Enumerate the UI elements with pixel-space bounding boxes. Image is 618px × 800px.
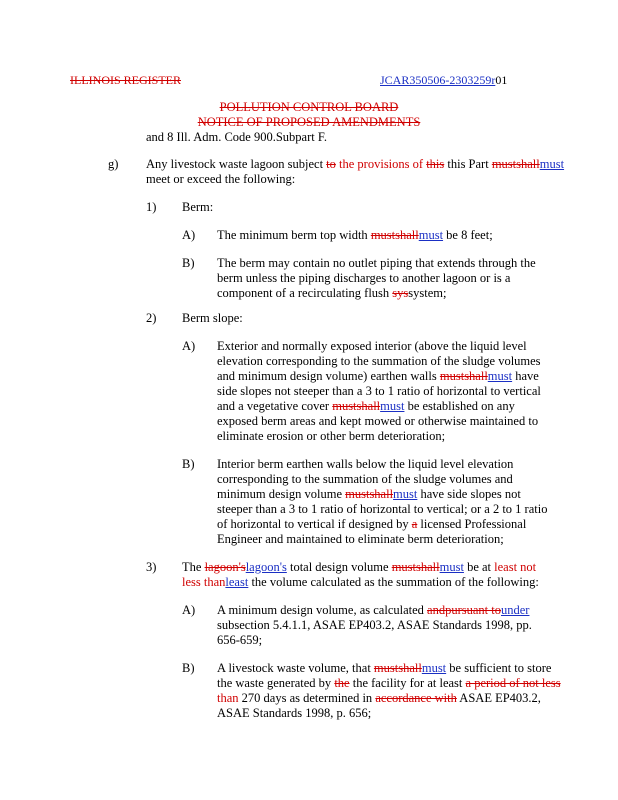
item-2B-line-5 (217, 517, 526, 532)
text: The minimum berm top width (217, 228, 371, 242)
text: be sufficient to store (446, 661, 552, 675)
deleted-text: must (370, 228, 396, 242)
deleted-text: this (426, 157, 445, 171)
item-3B-line-2 (217, 676, 561, 691)
item-2A-line-4: side slopes not steeper than a 3 to 1 ratio of horizontal to vertical (217, 384, 541, 398)
g-line-1 (146, 157, 564, 172)
item-2B-line-2: corresponding to the summation of the sludge volumes and (217, 472, 513, 486)
item-3A-label: A) (182, 603, 196, 617)
changed-text: least not (494, 560, 537, 574)
changed-text: the provisions of (335, 157, 427, 171)
deleted-text: must (439, 369, 465, 383)
document-id-header (380, 73, 507, 88)
item-3-line-1 (182, 560, 536, 575)
text: component of a recirculating flush (217, 286, 393, 300)
deleted-text: a period of not less (465, 676, 561, 690)
item-1B-line-3 (217, 286, 446, 301)
deleted-text: must (373, 661, 399, 675)
inserted-text: must (539, 157, 565, 171)
deleted-text: accordance with (375, 691, 457, 705)
item-3A-line-1 (217, 603, 529, 618)
item-3A-line-3: 656-659; (217, 633, 263, 647)
text: ASAE EP403.2, (456, 691, 541, 705)
item-2A-line-1: Exterior and normally exposed interior (above the liquid level (217, 339, 527, 353)
item-3-label: 3) (146, 560, 157, 574)
text: and a vegetative cover (217, 399, 333, 413)
item-1B-label: B) (182, 256, 195, 270)
text: A livestock waste volume, that (217, 661, 374, 675)
item-1B-line-2: berm unless the piping discharges to another lagoon or is a (217, 271, 511, 285)
deleted-text: shall (464, 369, 488, 383)
document-id-suffix: 01 (495, 73, 508, 87)
text: licensed Professional (417, 517, 527, 531)
item-2B-line-4: steeper than a 3 to 1 ratio of horizontal to vertical; or a 2 to 1 ratio (217, 502, 548, 516)
item-1A-text (217, 228, 493, 243)
item-2A-line-3 (217, 369, 539, 384)
item-2B-line-3 (217, 487, 521, 502)
g-line-2: meet or exceed the following: (146, 172, 296, 186)
item-2A-line-6: exposed berm areas and kept mowed or otherwise maintained to (217, 414, 539, 428)
deleted-text: shall (516, 157, 540, 171)
text: be 8 feet; (443, 228, 493, 242)
deleted-text: lagoon's (204, 560, 246, 574)
g-label: g) (108, 157, 119, 171)
deleted-text: shall (356, 399, 381, 413)
inserted-text: must (487, 369, 513, 383)
text: be established on any (404, 399, 515, 413)
text: have (512, 369, 539, 383)
text: A minimum design volume, as calculated (217, 603, 428, 617)
item-2-title: Berm slope: (182, 311, 243, 325)
inserted-text: must (380, 399, 405, 413)
deleted-text: pursuant to (445, 603, 501, 617)
notice-title: NOTICE OF PROPOSED AMENDMENTS (197, 115, 421, 129)
item-2B-line-6: Engineer and maintained to eliminate berm deterioration; (217, 532, 504, 546)
text: and minimum design volume) earthen walls (217, 369, 440, 383)
item-3-line-2 (182, 575, 539, 590)
text: 270 days as determined in (238, 691, 376, 705)
deleted-text: sys (392, 286, 409, 300)
item-3B-label: B) (182, 661, 195, 675)
text: total design volume (286, 560, 392, 574)
text: the volume calculated as the summation of the following: (248, 575, 539, 589)
item-3B-line-4: ASAE Standards 1998, p. 656; (217, 706, 372, 720)
deleted-text: and (427, 603, 446, 617)
deleted-text: a (411, 517, 418, 531)
text: have side slopes not (417, 487, 521, 501)
inserted-text: must (393, 487, 418, 501)
item-2A-line-7: eliminate erosion or other berm deterioration; (217, 429, 446, 443)
text: the waste generated by (217, 676, 335, 690)
item-2B-label: B) (182, 457, 195, 471)
deleted-text: shall (416, 560, 440, 574)
text: system; (408, 286, 447, 300)
item-1-label: 1) (146, 200, 157, 214)
text: the facility for at least (349, 676, 466, 690)
deleted-text: shall (398, 661, 422, 675)
inserted-text: under (501, 603, 530, 617)
deleted-text: the (334, 676, 350, 690)
text: The (182, 560, 205, 574)
register-header: ILLINOIS REGISTER (70, 73, 181, 87)
deleted-text: must (391, 560, 417, 574)
item-3B-line-3 (217, 691, 541, 706)
item-1B-line-1: The berm may contain no outlet piping that extends through the (217, 256, 536, 270)
text: of horizontal to vertical if designed by (217, 517, 412, 531)
board-title: POLLUTION CONTROL BOARD (219, 100, 399, 114)
intro-line: and 8 Ill. Adm. Code 900.Subpart F. (146, 130, 327, 144)
text: this Part (444, 157, 492, 171)
deleted-text: must (345, 487, 370, 501)
inserted-text: lagoon's (245, 560, 287, 574)
changed-text: than (217, 691, 239, 705)
item-2B-line-1: Interior berm earthen walls below the liquid level elevation (217, 457, 514, 471)
item-2A-label: A) (182, 339, 196, 353)
document-id-main: JCAR350506-2303259r (380, 73, 496, 87)
item-1A-label: A) (182, 228, 196, 242)
item-3A-line-2: subsection 5.4.1.1, ASAE EP403.2, ASAE Standards 1998, pp. (217, 618, 532, 632)
item-1-title: Berm: (182, 200, 214, 214)
deleted-text: shall (369, 487, 394, 501)
deleted-text: to (326, 157, 336, 171)
text: Any livestock waste lagoon subject (146, 157, 327, 171)
inserted-text: least (225, 575, 249, 589)
deleted-text: must (491, 157, 517, 171)
item-2-label: 2) (146, 311, 157, 325)
deleted-text: shall (395, 228, 419, 242)
item-2A-line-2: elevation corresponding to the summation of the sludge volumes (217, 354, 541, 368)
item-3B-line-1 (217, 661, 551, 676)
inserted-text: must (418, 228, 444, 242)
text: minimum design volume (217, 487, 346, 501)
text: be at (463, 560, 495, 574)
inserted-text: must (421, 661, 447, 675)
inserted-text: must (439, 560, 464, 574)
deleted-text: must (332, 399, 357, 413)
changed-text: less than (182, 575, 226, 589)
item-2A-line-5 (217, 399, 515, 414)
